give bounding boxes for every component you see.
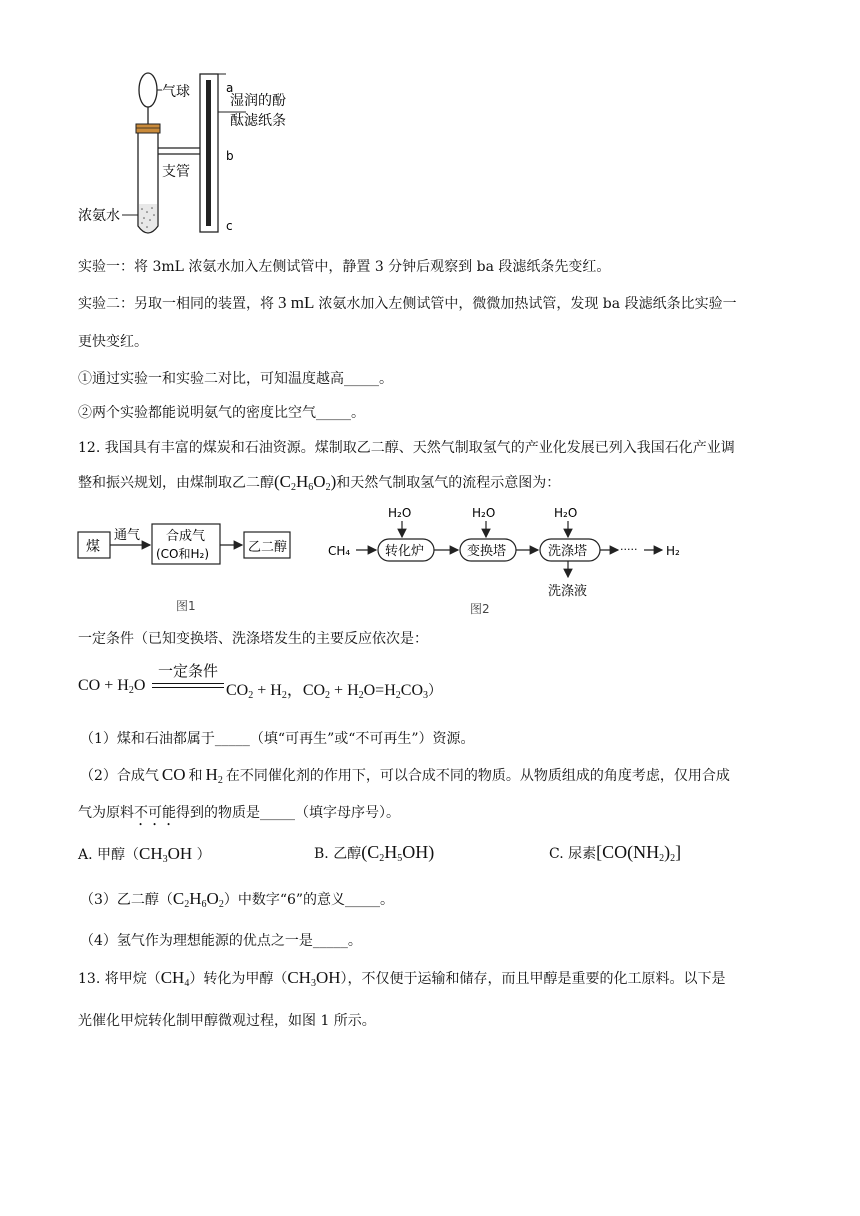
fig2-water-3: H₂O	[554, 506, 578, 520]
q12-sub2-d: 气为原料	[78, 805, 134, 821]
q12-sub2-b: 和	[188, 768, 203, 784]
fig2-ch4: CH₄	[328, 544, 351, 558]
point-a: a	[226, 81, 234, 95]
fig1-syngas-2: (CO和H₂)	[156, 547, 210, 561]
branch-tube	[158, 148, 200, 154]
paper-label-1: 湿润的酚	[230, 93, 286, 109]
q12-sub2-line2	[78, 802, 400, 829]
fig2-water-2: H₂O	[472, 506, 496, 520]
q13-line1-c: ），不仅便于运输和储存，而且甲醇是重要的化工原料。以下是	[340, 971, 726, 987]
fig2-dots: ·····	[620, 543, 638, 556]
q12-sub3-b: ）中数字“6”的意义_____。	[223, 892, 395, 908]
figure-1-coal-flow	[76, 520, 296, 620]
option-b-label: B. 乙醇	[314, 846, 362, 862]
ammonia-label: 浓氨水	[78, 208, 120, 224]
q12-sub2: （2）合成气 CO 和 $H_2$ 在不同催化剂的作用下，可以合成不同的物质。从物质组成的角度考虑，仅用合成	[80, 765, 730, 786]
q13-line1-a: 13. 将甲烷（	[78, 971, 161, 987]
ammonia-liquid	[139, 204, 157, 232]
option-b: B. 乙醇$(C_2H_5OH)$	[314, 842, 435, 864]
q13-line1: 13. 将甲烷$(CH_4)$转化为甲醇$(CH_3OH)$，不仅便于运输和储存，而且甲醇是重要的化工原料。以下是	[78, 968, 726, 989]
branch-label: 支管	[162, 164, 190, 180]
eq-condition: 一定条件	[157, 662, 218, 680]
fig1-syngas-1: 合成气	[166, 529, 206, 544]
fig2-wash: 洗涤塔	[548, 544, 588, 559]
q12-intro-line1: 12. 我国具有丰富的煤炭和石油资源。煤制取乙二醇、天然气制取氢气的产业化发展已列入我国石化产业调	[78, 440, 735, 456]
glycol-formula: $(C_2H_6O_2)$	[274, 472, 337, 493]
experiment-two-text	[78, 293, 737, 313]
q12-sub3-a: （3）乙二醇（	[80, 892, 173, 908]
fig1-glycol: 乙二醇	[248, 540, 288, 555]
ammonia-diffusion-apparatus	[70, 68, 350, 246]
condition-line: 一定条件（已知变换塔、洗涤塔发生的主要反应依次是：	[78, 631, 428, 647]
fig2-h2: H₂	[666, 544, 680, 558]
exp2-amount: 3 mL	[278, 293, 315, 312]
q12-intro-line2	[78, 472, 560, 493]
paper-label-2: 酞滤纸条	[230, 113, 286, 129]
balloon-shape	[139, 73, 157, 107]
q12-sub2-e: 得到的物质是_____（填字母序号）。	[176, 805, 400, 821]
q12-sub3: （3）乙二醇$(C_2H_6O_2)$中数字“6”的意义_____。	[80, 889, 395, 910]
question-circle-2: ②两个实验都能说明氨气的密度比空气_____。	[78, 405, 365, 421]
experiment-one-text: 实验一：将 3mL 浓氨水加入左侧试管中，静置 3 分钟后观察到 ba 段滤纸条先变红。	[78, 259, 611, 275]
stopper	[136, 124, 160, 133]
point-c: c	[226, 219, 233, 233]
q12-sub1: （1）煤和石油都属于_____（填“可再生”或“不可再生”）资源。	[80, 731, 475, 747]
q12-sub2-a: （2）合成气	[80, 768, 159, 784]
option-c-label: C. 尿素	[549, 846, 597, 862]
question-circle-1: ①通过实验一和实验二对比，可知温度越高_____。	[78, 371, 393, 387]
experiment-two-continued: 更快变红。	[78, 334, 148, 350]
q12-intro-2b: 和天然气制取氢气的流程示意图为：	[336, 475, 561, 491]
fig2-water-1: H₂O	[388, 506, 412, 520]
fig1-arrow-label: 通气	[114, 528, 141, 543]
fig2-furnace: 转化炉	[385, 544, 425, 559]
q13-line1-b: ）转化为甲醇（	[189, 971, 288, 987]
q13-line2: 光催化甲烷转化制甲醇微观过程，如图 1 所示。	[78, 1013, 376, 1029]
balloon-label: 气球	[162, 84, 190, 100]
option-c: C. 尿素$[CO(NH_2)_2]$	[549, 842, 682, 864]
figure-2-methane-flow	[326, 503, 696, 621]
fig2-caption: 图2	[470, 602, 490, 616]
filter-paper-strip	[206, 80, 211, 226]
eq-tail: ）	[428, 683, 442, 699]
fig2-liquid: 洗涤液	[548, 584, 588, 599]
q12-intro-2a: 整和振兴规划，由煤制取乙二醇	[78, 475, 274, 491]
fig1-coal: 煤	[86, 539, 100, 555]
exp2-part-b: 浓氨水加入左侧试管中，微微加热试管，发现 ba 段滤纸条比实验一	[318, 296, 737, 312]
fig1-caption: 图1	[176, 599, 196, 613]
q12-sub2-emphasis: 不可能	[134, 805, 176, 821]
option-a: A. 甲醇（$CH_3OH$ ）	[78, 844, 211, 865]
point-b: b	[226, 149, 234, 163]
option-a-label: A. 甲醇（	[78, 847, 140, 863]
exp2-part-a: 实验二：另取一相同的装置，将	[78, 296, 274, 312]
q12-sub4: （4）氢气作为理想能源的优点之一是_____。	[80, 933, 362, 949]
fig2-shift: 变换塔	[467, 544, 507, 559]
q12-sub2-c: 在不同催化剂的作用下，可以合成不同的物质。从物质组成的角度考虑，仅用合成	[225, 768, 730, 784]
